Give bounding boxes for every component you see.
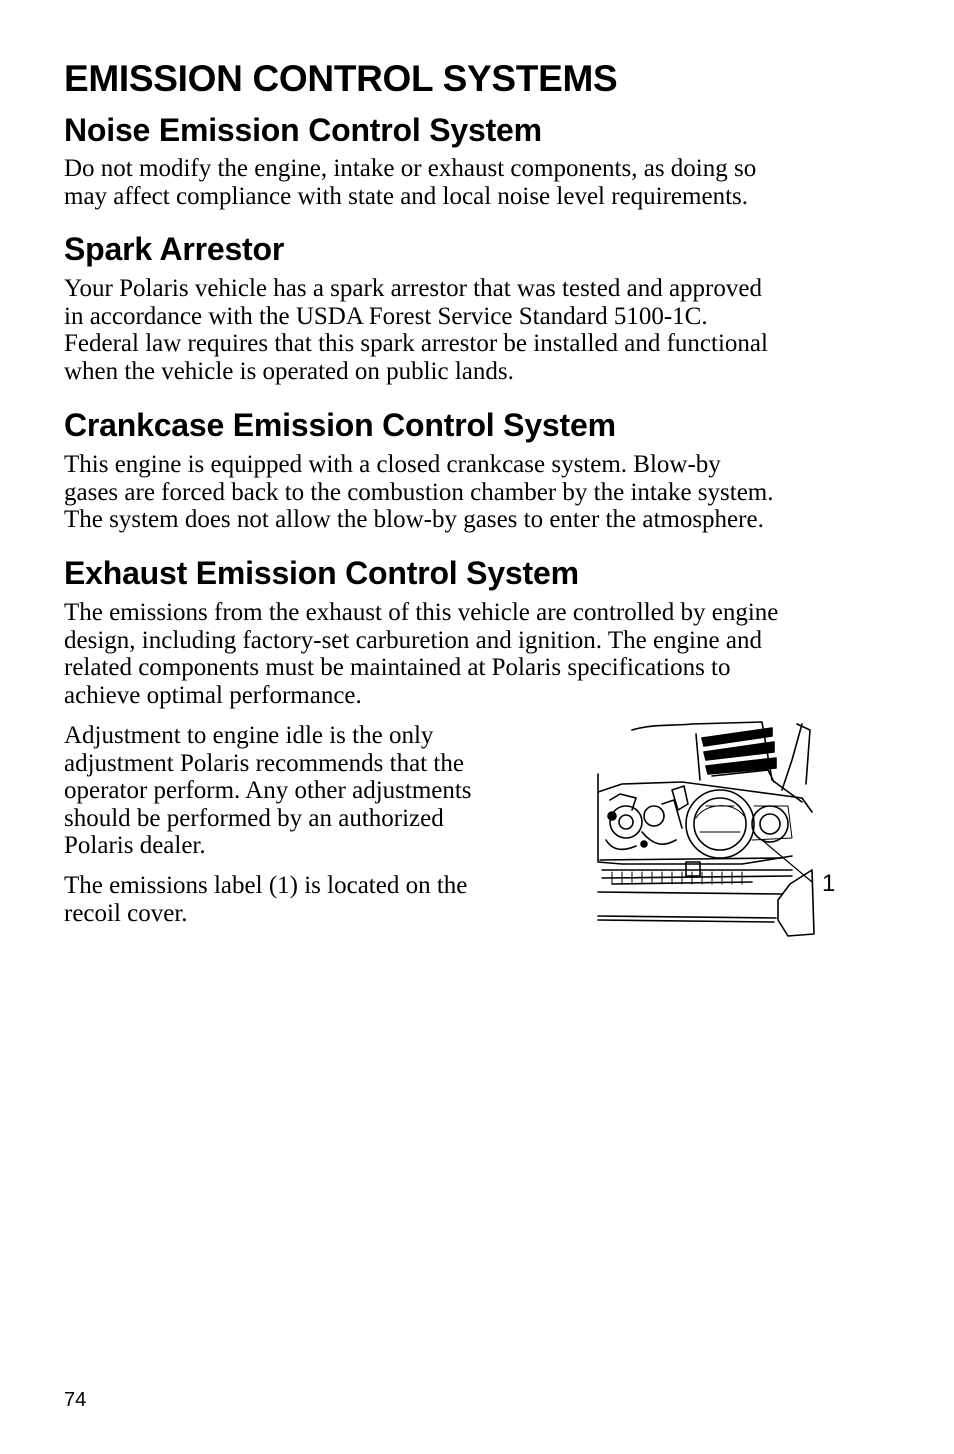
text-line: should be performed by an authorized xyxy=(64,804,444,832)
text-line: may affect compliance with state and local noise level requirements. xyxy=(64,182,748,210)
section-heading-exhaust: Exhaust Emission Control System xyxy=(64,555,579,591)
text-line: The emissions label (1) is located on the xyxy=(64,872,468,899)
text-line: gases are forced back to the combustion chamber by the intake system. xyxy=(64,478,774,506)
section-body-spark-arrestor xyxy=(64,275,768,385)
text-line: The emissions from the exhaust of this vehicle are controlled by engine xyxy=(64,599,779,626)
adjustment-paragraph xyxy=(64,722,472,860)
text-line: Adjustment to engine idle is the only xyxy=(64,722,434,749)
text-line: Your Polaris vehicle has a spark arrestor that was tested and approved xyxy=(64,275,762,302)
section-body-exhaust xyxy=(64,599,778,709)
text-line: recoil cover. xyxy=(64,899,188,927)
text-line: This engine is equipped with a closed crankcase system. Blow-by xyxy=(64,451,721,478)
text-line: related components must be maintained at Polaris specifications to xyxy=(64,654,731,681)
section-body-crankcase xyxy=(64,451,774,534)
text-line: operator perform. Any other adjustments xyxy=(64,777,472,804)
text-line: Polaris dealer. xyxy=(64,832,206,859)
text-line: achieve optimal performance. xyxy=(64,681,362,709)
text-line: in accordance with the USDA Forest Service Standard 5100-1C. xyxy=(64,302,708,330)
text-line: Federal law requires that this spark arrestor be installed and functional xyxy=(64,330,768,357)
section-heading-crankcase: Crankcase Emission Control System xyxy=(64,407,616,443)
text-line: Do not modify the engine, intake or exhaust components, as doing so xyxy=(64,155,757,182)
engine-recoil-cover-illustration xyxy=(592,720,822,942)
text-line: design, including factory-set carburetion and ignition. The engine and xyxy=(64,626,762,654)
figure-callout-1: 1 xyxy=(822,870,836,897)
text-line: The system does not allow the blow-by gases to enter the atmosphere. xyxy=(64,506,764,533)
page-title: EMISSION CONTROL SYSTEMS xyxy=(64,58,618,99)
emissions-label-paragraph xyxy=(64,872,467,927)
section-body-noise xyxy=(64,155,756,210)
page-number: 74 xyxy=(64,1389,87,1411)
text-line: when the vehicle is operated on public lands. xyxy=(64,357,514,385)
section-heading-spark-arrestor: Spark Arrestor xyxy=(64,231,285,267)
text-line: adjustment Polaris recommends that the xyxy=(64,749,464,777)
section-heading-noise: Noise Emission Control System xyxy=(64,112,542,148)
